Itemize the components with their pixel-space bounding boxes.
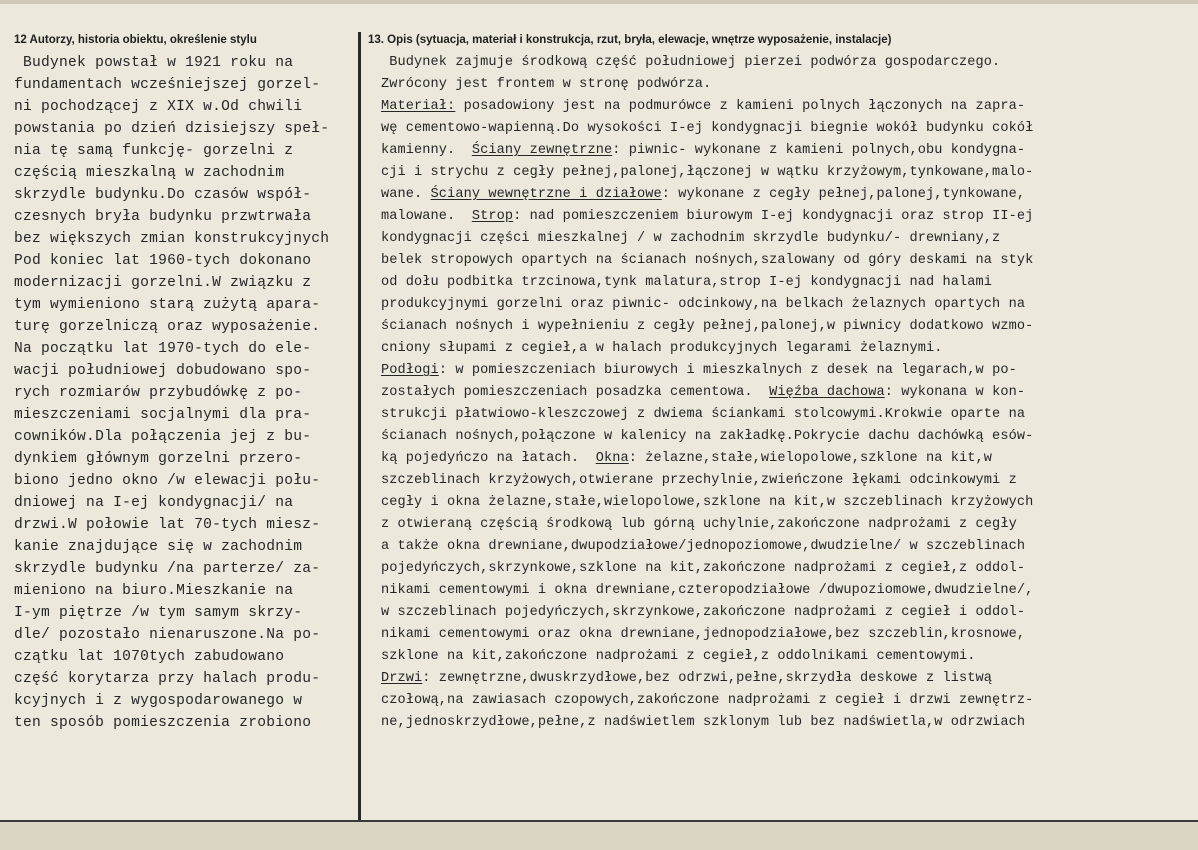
- text-segment: Zwrócony jest frontem w stronę podwórza.: [381, 77, 712, 92]
- text-segment: : żelazne,stałe,wielopolowe,szklone na kit,w: [628, 451, 993, 466]
- text-line: ni pochodzącej z XIX w.Od chwili: [14, 99, 303, 115]
- text-segment: produkcyjnymi gorzelni oraz piwnic- odcinkowy,na belkach żelaznych opartych na: [381, 297, 1026, 312]
- section-heading: Okna: [595, 451, 629, 466]
- text-line: Budynek powstał w 1921 roku na: [14, 55, 294, 71]
- text-line: [381, 316, 1186, 338]
- text-line: rych rozmiarów przybudówkę z po-: [14, 385, 303, 401]
- text-line: [381, 624, 1186, 646]
- section-heading: Strop: [471, 209, 514, 224]
- text-line: część korytarza przy halach produ-: [14, 671, 321, 687]
- bottom-margin: [0, 822, 1198, 850]
- text-line: dle/ pozostało nienaruszone.Na po-: [14, 627, 321, 643]
- text-line: [381, 184, 1186, 206]
- text-line: [381, 52, 1186, 74]
- text-segment: wę cementowo-wapienną.Do wysokości I-ej kondygnacji biegnie wokół budynku cokół: [381, 121, 1034, 136]
- text-line: Pod koniec lat 1960-tych dokonano: [14, 253, 312, 269]
- text-segment: z otwieraną częścią środkową lub górną uchylnie,zakończone nadprożami z cegły: [381, 517, 1017, 532]
- text-line: wacji południowej dobudowano spo-: [14, 363, 312, 379]
- text-line: I-ym piętrze /w tym samym skrzy-: [14, 605, 303, 621]
- text-line: drzwi.W połowie lat 70-tych miesz-: [14, 517, 321, 533]
- text-line: [381, 228, 1186, 250]
- text-line: [381, 382, 1186, 404]
- text-segment: : nad pomieszczeniem biurowym I-ej kondygnacji oraz strop II-ej: [513, 209, 1034, 224]
- text-segment: : w pomieszczeniach biurowych i mieszkalnych z desek na legarach,w po-: [438, 363, 1017, 378]
- text-line: [381, 338, 1186, 360]
- text-segment: szklone na kit,zakończone nadprożami z cegieł,z oddolnikami cementowymi.: [381, 649, 976, 664]
- left-column-text: [14, 52, 354, 734]
- text-line: [381, 492, 1186, 514]
- text-line: tym wymieniono starą zużytą apara-: [14, 297, 321, 313]
- text-line: [381, 96, 1186, 118]
- text-line: [381, 470, 1186, 492]
- text-line: skrzydle budynku /na parterze/ za-: [14, 561, 321, 577]
- text-segment: pojedyńczych,skrzynkowe,szklone na kit,zakończone nadprożami z cegieł,z oddol-: [381, 561, 1026, 576]
- text-line: cowników.Dla połączenia jej z bu-: [14, 429, 312, 445]
- text-segment: wane.: [381, 187, 431, 202]
- text-line: [381, 558, 1186, 580]
- text-line: [381, 646, 1186, 668]
- text-segment: : zewnętrzne,dwuskrzydłowe,bez odrzwi,pełne,skrzydła deskowe z listwą: [422, 671, 993, 686]
- text-line: czesnych bryła budynku przwtrwała: [14, 209, 312, 225]
- text-line: kanie znajdujące się w zachodnim: [14, 539, 303, 555]
- text-line: [381, 404, 1186, 426]
- text-segment: malowane.: [381, 209, 472, 224]
- text-line: [381, 690, 1186, 712]
- text-line: [381, 602, 1186, 624]
- text-line: [381, 668, 1186, 690]
- text-line: ten sposób pomieszczenia zrobiono: [14, 715, 312, 731]
- text-segment: ką pojedyńczo na łatach.: [381, 451, 596, 466]
- text-line: [381, 206, 1186, 228]
- text-segment: kamienny.: [381, 143, 472, 158]
- text-line: biono jedno okno /w elewacji połu-: [14, 473, 321, 489]
- text-segment: kondygnacji części mieszkalnej / w zachodnim skrzydle budynku/- drewniany,z: [381, 231, 1001, 246]
- text-segment: nikami cementowymi oraz okna drewniane,jednopodziałowe,bez szczeblin,krosnowe,: [381, 627, 1026, 642]
- column-divider: [358, 32, 361, 822]
- right-column-text: [381, 52, 1186, 734]
- text-line: modernizacji gorzelni.W związku z: [14, 275, 312, 291]
- text-segment: cniony słupami z cegieł,a w halach produkcyjnych legarami żelaznymi.: [381, 341, 943, 356]
- text-line: powstania po dzień dzisiejszy speł-: [14, 121, 330, 137]
- text-line: fundamentach wcześniejszej gorzel-: [14, 77, 321, 93]
- text-segment: szczeblinach krzyżowych,otwierane przechylnie,zwieńczone łękami odcinkowymi z: [381, 473, 1017, 488]
- text-line: [381, 536, 1186, 558]
- text-line: skrzydle budynku.Do czasów współ-: [14, 187, 312, 203]
- text-line: [381, 514, 1186, 536]
- text-segment: : piwnic- wykonane z kamieni polnych,obu kondygna-: [612, 143, 1026, 158]
- text-line: [381, 360, 1186, 382]
- text-line: [381, 448, 1186, 470]
- text-segment: strukcji płatwiowo-kleszczowej z dwiema ściankami stolcowymi.Krokwie oparte na: [381, 407, 1026, 422]
- text-segment: : wykonane z cegły pełnej,palonej,tynkowane,: [661, 187, 1026, 202]
- top-edge: [0, 0, 1198, 4]
- text-segment: : wykonana w kon-: [884, 385, 1026, 400]
- text-line: [381, 140, 1186, 162]
- section-heading: Materiał:: [381, 99, 456, 114]
- section-heading: Drzwi: [381, 671, 423, 686]
- text-segment: ścianach nośnych,połączone w kalenicy na zakładkę.Pokrycie dachu dachówką esów-: [381, 429, 1034, 444]
- text-line: mieszczeniami socjalnymi dla pra-: [14, 407, 312, 423]
- section-heading: Ściany wewnętrzne i działowe: [430, 187, 662, 202]
- section-heading: Ściany zewnętrzne: [471, 143, 613, 158]
- text-line: nia tę samą funkcję- gorzelni z: [14, 143, 294, 159]
- text-segment: cji i strychu z cegły pełnej,palonej,łączonej w wątku krzyżowym,tynkowane,malo-: [381, 165, 1034, 180]
- text-segment: czołową,na zawiasach czopowych,zakończone nadprożami z cegieł i drzwi zewnętrz-: [381, 693, 1034, 708]
- text-line: [381, 580, 1186, 602]
- text-segment: a także okna drewniane,dwupodziałowe/jednopoziomowe,dwudzielne/ w szczeblinach: [381, 539, 1026, 554]
- text-line: [381, 250, 1186, 272]
- text-segment: ścianach nośnych i wypełnieniu z cegły pełnej,palonej,w piwnicy dodatkowo wzmo-: [381, 319, 1034, 334]
- text-line: czątku lat 1070tych zabudowano: [14, 649, 285, 665]
- text-line: Na początku lat 1970-tych do ele-: [14, 341, 312, 357]
- section-heading: Podłogi: [381, 363, 439, 378]
- text-segment: zostałych pomieszczeniach posadzka cementowa.: [381, 385, 770, 400]
- text-line: [381, 272, 1186, 294]
- text-segment: belek stropowych opartych na ścianach nośnych,szalowany od góry deskami na styk: [381, 253, 1034, 268]
- text-line: bez większych zmian konstrukcyjnych: [14, 231, 330, 247]
- text-line: [381, 74, 1186, 96]
- text-segment: w szczeblinach pojedyńczych,skrzynkowe,zakończone nadprożami z cegieł i oddol-: [381, 605, 1026, 620]
- text-line: kcyjnych i z wygospodarowanego w: [14, 693, 303, 709]
- text-segment: posadowiony jest na podmurówce z kamieni polnych łączonych na zapra-: [455, 99, 1026, 114]
- text-line: [381, 426, 1186, 448]
- text-line: [381, 294, 1186, 316]
- text-line: mieniono na biuro.Mieszkanie na: [14, 583, 294, 599]
- text-line: dniowej na I-ej kondygnacji/ na: [14, 495, 294, 511]
- left-column-header: 12 Autorzy, historia obiektu, określenie stylu: [14, 34, 257, 46]
- text-segment: od dołu podbitka trzcinowa,tynk malatura,strop I-ej kondygnacji nad halami: [381, 275, 993, 290]
- text-line: częścią mieszkalną w zachodnim: [14, 165, 285, 181]
- text-segment: nikami cementowymi i okna drewniane,czteropodziałowe /dwupoziomowe,dwudzielne/,: [381, 583, 1034, 598]
- text-segment: ne,jednoskrzydłowe,pełne,z nadświetlem szklonym lub bez nadświetla,w odrzwiach: [381, 715, 1026, 730]
- text-line: turę gorzelniczą oraz wyposażenie.: [14, 319, 321, 335]
- text-line: [381, 118, 1186, 140]
- section-heading: Więźba dachowa: [769, 385, 885, 400]
- text-segment: cegły i okna żelazne,stałe,wielopolowe,szklone na kit,w szczeblinach krzyżowych: [381, 495, 1034, 510]
- text-line: [381, 712, 1186, 734]
- right-column-header: 13. Opis (sytuacja, materiał i konstrukcja, rzut, bryła, elewacje, wnętrze wyposażenie, instalacje): [368, 34, 892, 46]
- text-line: dynkiem głównym gorzelni przero-: [14, 451, 303, 467]
- text-line: [381, 162, 1186, 184]
- text-segment: Budynek zajmuje środkową część południowej pierzei podwórza gospodarczego.: [381, 55, 1001, 70]
